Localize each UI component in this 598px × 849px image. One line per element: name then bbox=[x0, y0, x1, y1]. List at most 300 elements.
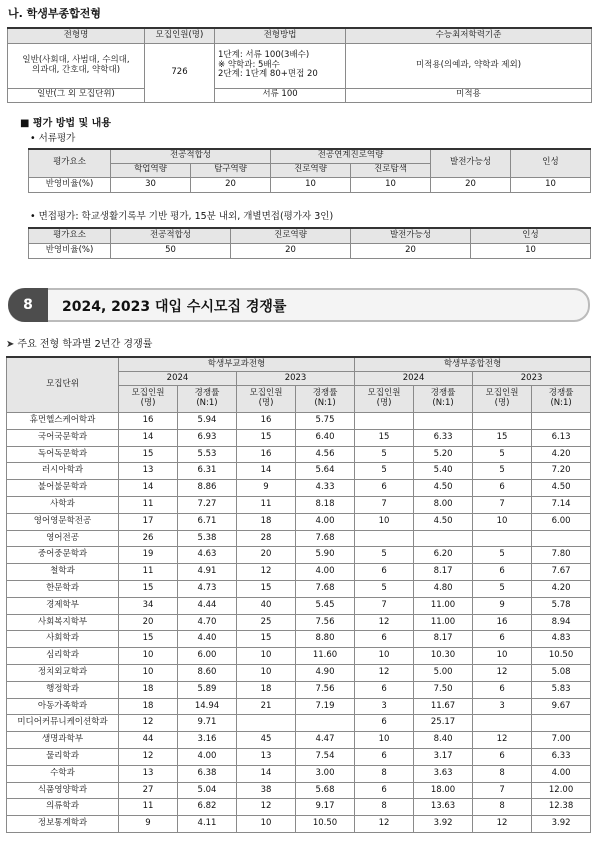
table-row bbox=[7, 765, 591, 782]
value-cell: 7.80 bbox=[532, 547, 591, 564]
header-cell: 모집단위 bbox=[7, 357, 119, 413]
method-cell: 1단계: 서류 100(3배수) ※ 약학과: 5배수 2단계: 1단계 80+면접 20 bbox=[215, 43, 346, 88]
value-cell: 10 bbox=[237, 664, 296, 681]
value-cell: 4.91 bbox=[178, 564, 237, 581]
value-cell: 3 bbox=[473, 698, 532, 715]
table-row bbox=[7, 429, 591, 446]
eval-heading: ■ 평가 방법 및 내용 bbox=[20, 118, 111, 129]
value-cell: 16 bbox=[237, 413, 296, 430]
value-cell: 6.71 bbox=[178, 513, 237, 530]
value-cell: 8.40 bbox=[414, 732, 473, 749]
table-row bbox=[7, 715, 591, 732]
header-cell: 발전가능성 bbox=[351, 228, 471, 243]
value-cell: 7.20 bbox=[532, 463, 591, 480]
value-cell: 16 bbox=[237, 446, 296, 463]
year-header: 2024 bbox=[355, 372, 473, 386]
department-cell: 독어독문학과 bbox=[7, 446, 119, 463]
value-cell: 12 bbox=[473, 732, 532, 749]
table-row bbox=[7, 816, 591, 833]
value-cell: 10 bbox=[237, 648, 296, 665]
value-cell: 4.70 bbox=[178, 614, 237, 631]
value-cell: 4.83 bbox=[532, 631, 591, 648]
doc-eval-table bbox=[28, 148, 591, 193]
value-cell: 12 bbox=[119, 715, 178, 732]
table-row bbox=[7, 480, 591, 497]
value-cell: 7.19 bbox=[296, 698, 355, 715]
value-cell: 13 bbox=[119, 463, 178, 480]
value-cell: 9.67 bbox=[532, 698, 591, 715]
value-cell: 7 bbox=[473, 496, 532, 513]
value-cell: 6.00 bbox=[532, 513, 591, 530]
value-cell: 10 bbox=[119, 648, 178, 665]
header-cell: 경쟁률 (N:1) bbox=[414, 386, 473, 413]
value-cell: 10 bbox=[271, 177, 351, 192]
table-row bbox=[7, 648, 591, 665]
value-cell: 5.89 bbox=[178, 681, 237, 698]
department-cell: 국어국문학과 bbox=[7, 429, 119, 446]
value-cell: 5.00 bbox=[414, 664, 473, 681]
value-cell: 8 bbox=[355, 765, 414, 782]
value-cell: 13.63 bbox=[414, 799, 473, 816]
value-cell: 8 bbox=[473, 765, 532, 782]
value-cell: 7.56 bbox=[296, 681, 355, 698]
table-row bbox=[7, 597, 591, 614]
header-cell: 학업역량 bbox=[111, 163, 191, 177]
value-cell: 7.54 bbox=[296, 748, 355, 765]
value-cell bbox=[414, 530, 473, 547]
header-cell: 전공적합성 bbox=[111, 228, 231, 243]
value-cell: 6.31 bbox=[178, 463, 237, 480]
value-cell: 11 bbox=[237, 496, 296, 513]
header-cell: 모집인원 (명) bbox=[119, 386, 178, 413]
department-cell: 철학과 bbox=[7, 564, 119, 581]
value-cell: 18.00 bbox=[414, 782, 473, 799]
table-row bbox=[7, 564, 591, 581]
value-cell: 7.56 bbox=[296, 614, 355, 631]
value-cell: 5 bbox=[473, 580, 532, 597]
year-header: 2023 bbox=[237, 372, 355, 386]
value-cell: 5 bbox=[473, 463, 532, 480]
year-header: 2023 bbox=[473, 372, 591, 386]
value-cell: 3 bbox=[355, 698, 414, 715]
table-row bbox=[7, 698, 591, 715]
value-cell: 6 bbox=[355, 681, 414, 698]
department-cell: 불어불문학과 bbox=[7, 480, 119, 497]
doc-eval-label: • 서류평가 bbox=[30, 133, 76, 144]
department-cell: 사회학과 bbox=[7, 631, 119, 648]
value-cell: 4.50 bbox=[414, 513, 473, 530]
value-cell: 6.93 bbox=[178, 429, 237, 446]
value-cell: 6 bbox=[355, 480, 414, 497]
value-cell: 10 bbox=[355, 648, 414, 665]
value-cell: 7.27 bbox=[178, 496, 237, 513]
row-label: 반영비율(%) bbox=[29, 177, 111, 192]
value-cell: 8.94 bbox=[532, 614, 591, 631]
department-cell: 사학과 bbox=[7, 496, 119, 513]
value-cell: 3.92 bbox=[532, 816, 591, 833]
value-cell: 15 bbox=[237, 631, 296, 648]
value-cell: 5.20 bbox=[414, 446, 473, 463]
value-cell: 34 bbox=[119, 597, 178, 614]
value-cell: 15 bbox=[119, 631, 178, 648]
value-cell: 18 bbox=[119, 681, 178, 698]
header-cell: 전형명 bbox=[8, 28, 145, 43]
value-cell: 7 bbox=[473, 782, 532, 799]
header-cell: 진로탐색 bbox=[351, 163, 431, 177]
value-cell: 7.14 bbox=[532, 496, 591, 513]
department-cell: 경제학부 bbox=[7, 597, 119, 614]
value-cell: 44 bbox=[119, 732, 178, 749]
value-cell: 5.38 bbox=[178, 530, 237, 547]
value-cell: 9.17 bbox=[296, 799, 355, 816]
table-row bbox=[7, 413, 591, 430]
section-banner bbox=[8, 288, 590, 322]
table-row bbox=[7, 782, 591, 799]
value-cell bbox=[237, 715, 296, 732]
table-row bbox=[7, 463, 591, 480]
header-cell: 경쟁률 (N:1) bbox=[178, 386, 237, 413]
value-cell: 28 bbox=[237, 530, 296, 547]
method-cell: 서류 100 bbox=[215, 88, 346, 102]
header-cell: 탐구역량 bbox=[191, 163, 271, 177]
value-cell: 8.86 bbox=[178, 480, 237, 497]
value-cell: 12.38 bbox=[532, 799, 591, 816]
value-cell: 8.80 bbox=[296, 631, 355, 648]
value-cell bbox=[296, 715, 355, 732]
value-cell: 6 bbox=[355, 748, 414, 765]
track-name: 일반(그 외 모집단위) bbox=[8, 88, 145, 102]
value-cell: 18 bbox=[237, 513, 296, 530]
value-cell: 30 bbox=[111, 177, 191, 192]
value-cell: 12 bbox=[237, 799, 296, 816]
value-cell: 6 bbox=[355, 782, 414, 799]
value-cell: 3.92 bbox=[414, 816, 473, 833]
value-cell: 11.67 bbox=[414, 698, 473, 715]
header-cell: 학생부교과전형 bbox=[119, 357, 355, 372]
value-cell bbox=[532, 715, 591, 732]
value-cell: 21 bbox=[237, 698, 296, 715]
value-cell: 15 bbox=[237, 580, 296, 597]
table-row bbox=[7, 496, 591, 513]
value-cell: 5.64 bbox=[296, 463, 355, 480]
value-cell: 5.83 bbox=[532, 681, 591, 698]
value-cell: 38 bbox=[237, 782, 296, 799]
department-cell: 영어전공 bbox=[7, 530, 119, 547]
department-cell: 한문학과 bbox=[7, 580, 119, 597]
value-cell: 4.33 bbox=[296, 480, 355, 497]
value-cell: 5.04 bbox=[178, 782, 237, 799]
value-cell: 5.40 bbox=[414, 463, 473, 480]
header-cell: 모집인원(명) bbox=[145, 28, 215, 43]
min-standard-cell: 미적용 bbox=[346, 88, 592, 102]
value-cell: 4.44 bbox=[178, 597, 237, 614]
department-cell: 수학과 bbox=[7, 765, 119, 782]
value-cell: 15 bbox=[355, 429, 414, 446]
value-cell: 15 bbox=[473, 429, 532, 446]
header-cell: 전형방법 bbox=[215, 28, 346, 43]
department-cell: 심리학과 bbox=[7, 648, 119, 665]
value-cell: 5 bbox=[473, 446, 532, 463]
value-cell: 12 bbox=[355, 664, 414, 681]
value-cell: 20 bbox=[431, 177, 511, 192]
value-cell: 10 bbox=[351, 177, 431, 192]
year-header: 2024 bbox=[119, 372, 237, 386]
header-cell: 인성 bbox=[511, 149, 591, 177]
value-cell: 7.68 bbox=[296, 530, 355, 547]
header-cell: 전공연계진로역량 bbox=[271, 149, 431, 163]
value-cell: 8 bbox=[355, 799, 414, 816]
section-title: 나. 학생부종합전형 bbox=[8, 7, 102, 20]
value-cell: 12 bbox=[119, 748, 178, 765]
value-cell: 4.00 bbox=[296, 513, 355, 530]
value-cell bbox=[473, 715, 532, 732]
diamond-arrow-icon: ➤ bbox=[6, 339, 15, 350]
value-cell: 4.50 bbox=[414, 480, 473, 497]
value-cell: 3.16 bbox=[178, 732, 237, 749]
header-cell: 진로역량 bbox=[231, 228, 351, 243]
value-cell: 6 bbox=[473, 631, 532, 648]
value-cell: 7.67 bbox=[532, 564, 591, 581]
value-cell: 9 bbox=[119, 816, 178, 833]
value-cell: 13 bbox=[119, 765, 178, 782]
value-cell: 14 bbox=[237, 463, 296, 480]
interview-eval-table bbox=[28, 227, 591, 259]
value-cell: 5.94 bbox=[178, 413, 237, 430]
value-cell: 12 bbox=[355, 614, 414, 631]
value-cell: 45 bbox=[237, 732, 296, 749]
section-number: 8 bbox=[8, 288, 48, 322]
value-cell: 12 bbox=[473, 816, 532, 833]
value-cell: 16 bbox=[119, 413, 178, 430]
banner-title: 2024, 2023 대입 수시모집 경쟁률 bbox=[62, 299, 287, 315]
value-cell: 4.63 bbox=[178, 547, 237, 564]
value-cell: 14 bbox=[237, 765, 296, 782]
value-cell: 7.68 bbox=[296, 580, 355, 597]
department-cell: 사회복지학부 bbox=[7, 614, 119, 631]
header-cell: 평가요소 bbox=[29, 149, 111, 177]
value-cell: 10 bbox=[355, 513, 414, 530]
value-cell: 5.53 bbox=[178, 446, 237, 463]
value-cell: 7.50 bbox=[414, 681, 473, 698]
value-cell: 3.63 bbox=[414, 765, 473, 782]
value-cell: 16 bbox=[473, 614, 532, 631]
value-cell: 6 bbox=[355, 715, 414, 732]
value-cell: 18 bbox=[237, 681, 296, 698]
header-cell: 발전가능성 bbox=[431, 149, 511, 177]
value-cell: 15 bbox=[119, 446, 178, 463]
value-cell: 6.20 bbox=[414, 547, 473, 564]
sub-heading bbox=[6, 335, 152, 350]
value-cell: 8 bbox=[473, 799, 532, 816]
value-cell: 11 bbox=[119, 799, 178, 816]
value-cell: 11.00 bbox=[414, 614, 473, 631]
row-label: 반영비율(%) bbox=[29, 243, 111, 258]
value-cell: 20 bbox=[351, 243, 471, 258]
department-cell: 물리학과 bbox=[7, 748, 119, 765]
value-cell: 6 bbox=[355, 564, 414, 581]
department-cell: 의류학과 bbox=[7, 799, 119, 816]
department-cell: 중어중문학과 bbox=[7, 547, 119, 564]
quota-cell: 726 bbox=[145, 43, 215, 102]
value-cell: 20 bbox=[231, 243, 351, 258]
value-cell: 6.13 bbox=[532, 429, 591, 446]
table-row bbox=[7, 732, 591, 749]
value-cell: 6 bbox=[355, 631, 414, 648]
value-cell: 10 bbox=[355, 732, 414, 749]
value-cell: 10 bbox=[471, 243, 591, 258]
department-cell: 영어영문학전공 bbox=[7, 513, 119, 530]
min-standard-cell: 미적용(의예과, 약학과 제외) bbox=[346, 43, 592, 88]
header-cell: 진로역량 bbox=[271, 163, 351, 177]
interview-eval-label: • 면접평가: 학교생활기록부 기반 평가, 15분 내외, 개별면접(평가자 3인) bbox=[30, 211, 334, 222]
table-row bbox=[7, 580, 591, 597]
value-cell: 3.17 bbox=[414, 748, 473, 765]
value-cell: 17 bbox=[119, 513, 178, 530]
value-cell bbox=[532, 413, 591, 430]
value-cell: 6.33 bbox=[532, 748, 591, 765]
value-cell: 11 bbox=[119, 564, 178, 581]
value-cell bbox=[473, 530, 532, 547]
department-cell: 생명과학부 bbox=[7, 732, 119, 749]
table-row bbox=[7, 799, 591, 816]
table-row bbox=[7, 614, 591, 631]
value-cell: 4.80 bbox=[414, 580, 473, 597]
department-cell: 행정학과 bbox=[7, 681, 119, 698]
header-cell: 모집인원 (명) bbox=[473, 386, 532, 413]
department-cell: 정보통계학과 bbox=[7, 816, 119, 833]
value-cell: 4.56 bbox=[296, 446, 355, 463]
value-cell: 18 bbox=[119, 698, 178, 715]
department-cell: 러시아학과 bbox=[7, 463, 119, 480]
value-cell: 11.60 bbox=[296, 648, 355, 665]
table-row bbox=[7, 547, 591, 564]
header-cell: 평가요소 bbox=[29, 228, 111, 243]
table-row bbox=[7, 631, 591, 648]
value-cell: 4.50 bbox=[532, 480, 591, 497]
value-cell: 4.73 bbox=[178, 580, 237, 597]
value-cell: 11 bbox=[119, 496, 178, 513]
table-row bbox=[7, 446, 591, 463]
value-cell: 27 bbox=[119, 782, 178, 799]
table-row bbox=[7, 513, 591, 530]
value-cell: 10 bbox=[237, 816, 296, 833]
value-cell: 4.40 bbox=[178, 631, 237, 648]
value-cell: 5 bbox=[355, 446, 414, 463]
value-cell: 9 bbox=[473, 597, 532, 614]
header-cell: 전공적합성 bbox=[111, 149, 271, 163]
value-cell: 10 bbox=[473, 513, 532, 530]
value-cell: 9 bbox=[237, 480, 296, 497]
value-cell: 8.60 bbox=[178, 664, 237, 681]
value-cell: 5 bbox=[473, 547, 532, 564]
value-cell: 40 bbox=[237, 597, 296, 614]
value-cell: 5.78 bbox=[532, 597, 591, 614]
table-row bbox=[7, 681, 591, 698]
value-cell: 11.00 bbox=[414, 597, 473, 614]
value-cell: 15 bbox=[237, 429, 296, 446]
value-cell: 8.17 bbox=[414, 631, 473, 648]
value-cell: 14 bbox=[119, 429, 178, 446]
value-cell: 5.68 bbox=[296, 782, 355, 799]
sub-heading-text: 주요 전형 학과별 2년간 경쟁률 bbox=[17, 339, 153, 350]
admission-method-table bbox=[7, 27, 592, 103]
value-cell: 5 bbox=[355, 463, 414, 480]
header-cell: 수능최저학력기준 bbox=[346, 28, 592, 43]
value-cell: 12.00 bbox=[532, 782, 591, 799]
header-cell: 경쟁률 (N:1) bbox=[296, 386, 355, 413]
value-cell: 4.47 bbox=[296, 732, 355, 749]
table-row bbox=[7, 664, 591, 681]
value-cell: 12 bbox=[237, 564, 296, 581]
value-cell: 9.71 bbox=[178, 715, 237, 732]
value-cell: 5.08 bbox=[532, 664, 591, 681]
value-cell: 4.20 bbox=[532, 580, 591, 597]
value-cell: 6.82 bbox=[178, 799, 237, 816]
value-cell: 6.40 bbox=[296, 429, 355, 446]
value-cell: 8.17 bbox=[414, 564, 473, 581]
value-cell: 4.00 bbox=[296, 564, 355, 581]
header-cell: 모집인원 (명) bbox=[237, 386, 296, 413]
department-cell: 식품영양학과 bbox=[7, 782, 119, 799]
value-cell bbox=[355, 413, 414, 430]
table-body bbox=[7, 413, 591, 833]
value-cell: 25.17 bbox=[414, 715, 473, 732]
value-cell: 5 bbox=[355, 580, 414, 597]
value-cell: 5.45 bbox=[296, 597, 355, 614]
value-cell: 6 bbox=[473, 480, 532, 497]
value-cell: 7 bbox=[355, 597, 414, 614]
department-cell: 아동가족학과 bbox=[7, 698, 119, 715]
header-cell: 모집인원 (명) bbox=[355, 386, 414, 413]
value-cell: 13 bbox=[237, 748, 296, 765]
value-cell: 20 bbox=[191, 177, 271, 192]
header-cell: 경쟁률 (N:1) bbox=[532, 386, 591, 413]
value-cell bbox=[473, 413, 532, 430]
department-cell: 미디어커뮤니케이션학과 bbox=[7, 715, 119, 732]
department-cell: 휴먼헬스케어학과 bbox=[7, 413, 119, 430]
track-name: 일반(사회대, 사범대, 수의대, 의과대, 간호대, 약학대) bbox=[8, 43, 145, 88]
value-cell: 6.33 bbox=[414, 429, 473, 446]
value-cell: 8.00 bbox=[414, 496, 473, 513]
value-cell: 7.00 bbox=[532, 732, 591, 749]
value-cell: 4.90 bbox=[296, 664, 355, 681]
value-cell: 25 bbox=[237, 614, 296, 631]
value-cell: 10.50 bbox=[532, 648, 591, 665]
value-cell: 6.00 bbox=[178, 648, 237, 665]
value-cell: 5 bbox=[355, 547, 414, 564]
value-cell: 10 bbox=[511, 177, 591, 192]
value-cell: 4.20 bbox=[532, 446, 591, 463]
value-cell: 15 bbox=[119, 580, 178, 597]
value-cell: 3.00 bbox=[296, 765, 355, 782]
value-cell bbox=[414, 413, 473, 430]
value-cell: 20 bbox=[119, 614, 178, 631]
value-cell: 4.11 bbox=[178, 816, 237, 833]
header-cell: 인성 bbox=[471, 228, 591, 243]
table-row bbox=[7, 530, 591, 547]
department-cell: 정치외교학과 bbox=[7, 664, 119, 681]
value-cell: 20 bbox=[237, 547, 296, 564]
value-cell: 26 bbox=[119, 530, 178, 547]
value-cell bbox=[355, 530, 414, 547]
value-cell: 6.38 bbox=[178, 765, 237, 782]
value-cell: 10 bbox=[473, 648, 532, 665]
header-cell: 학생부종합전형 bbox=[355, 357, 591, 372]
value-cell: 14 bbox=[119, 480, 178, 497]
value-cell: 10.30 bbox=[414, 648, 473, 665]
value-cell: 10 bbox=[119, 664, 178, 681]
value-cell: 7 bbox=[355, 496, 414, 513]
